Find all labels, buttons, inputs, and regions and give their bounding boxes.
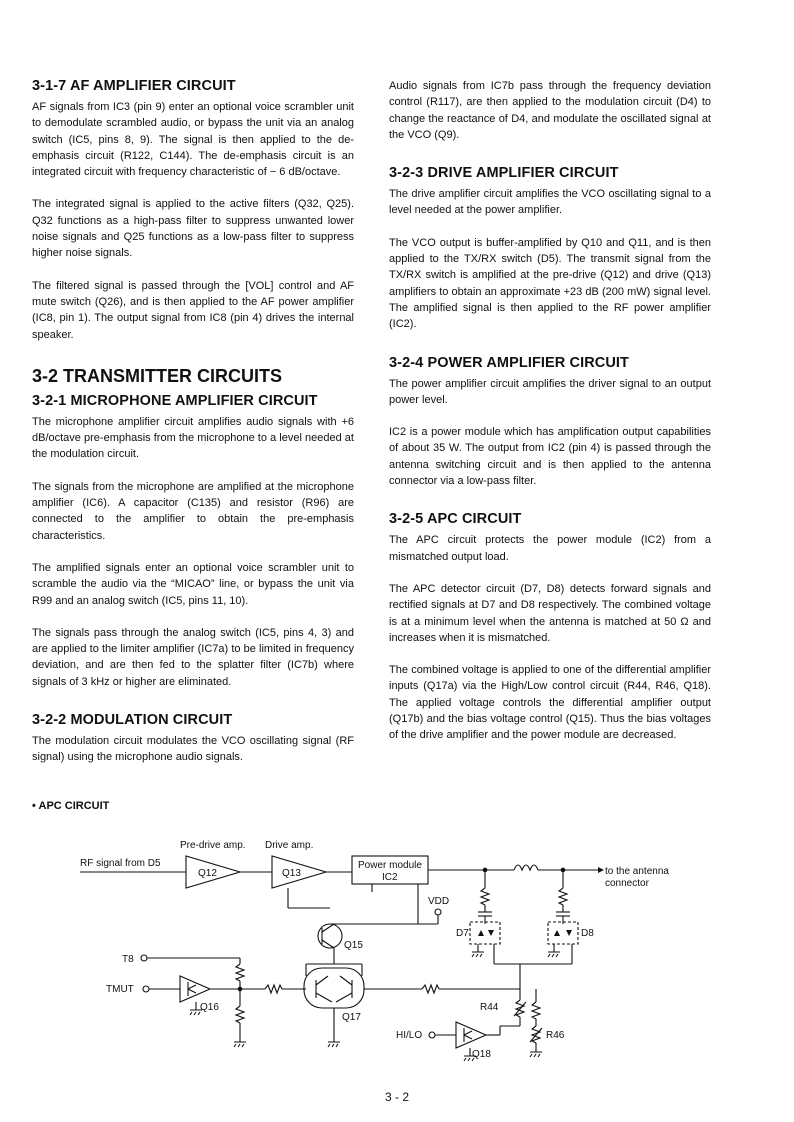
label-q18: Q18 <box>472 1049 491 1060</box>
label-vdd: VDD <box>428 896 450 907</box>
ground-d7 <box>472 952 484 957</box>
para-3-2-2-a: The modulation circuit modulates the VCO oscillating signal (RF signal) using the microphone audio signals. <box>32 735 354 764</box>
heading-3-1-7: 3-1-7 AF AMPLIFIER CIRCUIT <box>32 78 236 94</box>
para-3-1-7-c: The filtered signal is passed through the [VOL] control and AF mute switch (Q26), and is then applied to the AF power amplifier (IC8, pin 1). The output signal from IC8 (pin 4) drives the internal speaker. <box>32 279 354 341</box>
label-predrive: Pre-drive amp. <box>180 840 246 851</box>
para-3-1-7-a: AF signals from IC3 (pin 9) enter an optional voice scrambler unit to demodulate scrambled audio, or bypass the unit via an analog switch (IC5, pins 8, 9). The signal is then applied to the de-emphasis circuit (R122, C144). The de-emphasis circuit is an integrated circuit with frequency characteristic of − 6 dB/octave. <box>32 101 354 179</box>
para-3-2-1-c: The amplified signals enter an optional voice scrambler unit to scramble the audio via the “MICAO” line, or bypass the unit via R99 and an analog switch (IC5, pins 11, 10). <box>32 561 354 607</box>
label-q12: Q12 <box>198 868 217 879</box>
d7-diode-b <box>488 930 494 936</box>
para-3-2-3-b: The VCO output is buffer-amplified by Q10 and Q11, and is then applied to the TX/RX switch (D5). The transmit signal from the TX/RX switch is amplified at the pre-drive (Q12) and drive (Q13) amplifiers to obtain an approximate +23 dB (200 mW) signal level. The amplified signal is then applied to the RF power amplifier (IC2). <box>389 236 711 331</box>
output-arrow <box>598 867 604 873</box>
heading-3-2-5: 3-2-5 APC CIRCUIT <box>389 511 522 528</box>
q16-inner <box>188 982 196 996</box>
para-3-2-5-c: The combined voltage is applied to one of the differential amplifier inputs (Q17a) via the High/Low control circuit (R44, R46, Q18). The applied voltage controls the differential amplifier output (Q17b) and the bias voltage control (Q15). Thus the bias voltages of the drive amplifier and the power module are decreased. <box>389 664 711 742</box>
label-d7: D7 <box>456 928 469 939</box>
q17-a-e <box>316 993 332 1002</box>
left-column <box>32 78 354 782</box>
para-3-2-4-b: IC2 is a power module which has amplification output capabilities of about 35 W. The output from IC2 (pin 4) is passed through the antenna switching circuit and is then applied to the antenna connector via a low-pass filter. <box>389 426 711 488</box>
ground-q17 <box>328 1042 340 1047</box>
para-3-2-2-b: Audio signals from IC7b pass through the frequency deviation control (R117), are then applied to the modulation circuit (D4) to change the reactance of D4, and modulate the oscillated signal at the VCO (Q9). <box>389 80 711 141</box>
resistor-q17b <box>422 985 439 993</box>
para-3-2-1-d: The signals pass through the analog switch (IC5, pins 4, 3) and are applied to the limiter amplifier (IC7a) to be limited in frequency deviation, and are then fed to the splatter filter (IC7b) where signals of 3 kHz or higher are eliminated. <box>32 626 354 688</box>
label-q17: Q17 <box>342 1012 361 1023</box>
label-q16: Q16 <box>200 1002 219 1013</box>
d8-box <box>548 922 578 944</box>
resistor-t8 <box>236 964 244 981</box>
para-3-2-4-a: The power amplifier circuit amplifies the driver signal to an output power level. <box>389 377 711 406</box>
label-ant1: to the antenna <box>605 866 669 877</box>
q16-buffer <box>180 976 210 1002</box>
d8-diode-a <box>554 930 560 936</box>
heading-3-2-1: 3-2-1 MICROPHONE AMPLIFIER CIRCUIT <box>32 392 318 409</box>
d7-diode-a <box>478 930 484 936</box>
label-t8: T8 <box>122 954 134 965</box>
q17-b-e <box>336 993 352 1002</box>
para-3-2-1-b: The signals from the microphone are amplified at the microphone amplifier (IC6). A capacitor (C135) and resistor (R96) are connected to the amplifier to obtain the pre-emphasis characteristics. <box>32 480 354 542</box>
q17-a-c <box>316 976 328 985</box>
para-3-2-5-b: The APC detector circuit (D7, D8) detects forward signals and rectified signals at D7 and D8 respectively. The combined voltage is at a minimum level when the antenna is matched at 50 Ω and increases when it is mismatched. <box>389 582 711 644</box>
label-ant2: connector <box>605 878 649 889</box>
ground-1 <box>234 1042 246 1047</box>
vdd-terminal <box>435 909 441 915</box>
resistor-d8 <box>559 888 567 905</box>
para-3-2-3-a: The drive amplifier circuit amplifies the VCO oscillating signal to a level needed at the power amplifier. <box>389 188 711 217</box>
para-3-2-1-a: The microphone amplifier circuit amplifies audio signals with +6 dB/octave pre-emphasis from the microphone to a level needed at the modulation circuit. <box>32 415 354 461</box>
apc-circuit-diagram <box>60 830 740 1070</box>
d7-box <box>470 922 500 944</box>
label-rf-in: RF signal from D5 <box>80 858 161 869</box>
label-r46: R46 <box>546 1030 565 1041</box>
heading-3-2-4: 3-2-4 POWER AMPLIFIER CIRCUIT <box>389 354 630 371</box>
label-q13: Q13 <box>282 868 301 879</box>
ground-r46 <box>530 1052 542 1057</box>
right-column <box>389 78 711 760</box>
tmut-terminal <box>143 986 149 992</box>
figure-label: • APC CIRCUIT <box>32 800 110 812</box>
label-pm2: IC2 <box>382 872 398 883</box>
label-q15: Q15 <box>344 940 363 951</box>
q17-b-c <box>340 976 352 985</box>
label-drive: Drive amp. <box>265 840 314 851</box>
para-3-1-7-b: The integrated signal is applied to the active filters (Q32, Q25). Q32 functions as a high-pass filter to suppress unwanted lower noise signals and Q25 functions as a low-pass filter to suppress higher noise signals. <box>32 198 354 260</box>
resistor-r46-top <box>532 1002 540 1019</box>
lpf-inductor <box>514 865 538 870</box>
resistor-q17-in <box>265 985 282 993</box>
label-pm1: Power module <box>358 860 422 871</box>
q18-buffer <box>456 1022 486 1048</box>
label-d8: D8 <box>581 928 594 939</box>
resistor-d7 <box>481 888 489 905</box>
para-3-2-5-a: The APC circuit protects the power module (IC2) from a mismatched output load. <box>389 534 711 563</box>
resistor-bottom <box>236 1006 244 1023</box>
ground-d8 <box>548 952 560 957</box>
hilo-terminal <box>429 1032 435 1038</box>
page-number: 3 - 2 <box>384 1090 409 1104</box>
label-tmut: TMUT <box>106 984 134 995</box>
q18-inner <box>464 1028 472 1042</box>
d8-diode-b <box>566 930 572 936</box>
heading-3-2-3: 3-2-3 DRIVE AMPLIFIER CIRCUIT <box>389 165 619 182</box>
label-hilo: HI/LO <box>396 1030 423 1041</box>
heading-3-2: 3-2 TRANSMITTER CIRCUITS <box>32 365 283 386</box>
t8-terminal <box>141 955 147 961</box>
heading-3-2-2: 3-2-2 MODULATION CIRCUIT <box>32 712 233 729</box>
q17-diff-pair <box>304 968 364 1008</box>
label-r44: R44 <box>480 1002 499 1013</box>
